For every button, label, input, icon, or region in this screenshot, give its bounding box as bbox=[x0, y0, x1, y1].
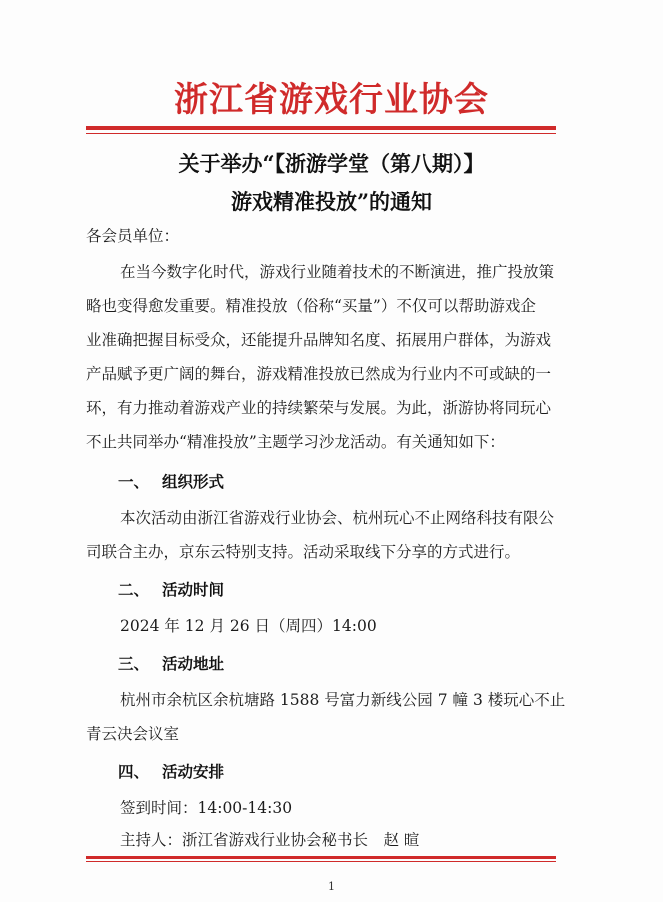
section-line: 青云决会议室 bbox=[86, 725, 180, 743]
section-number: 二、 bbox=[118, 580, 150, 599]
section-title: 活动安排 bbox=[162, 762, 225, 781]
salutation: 各会员单位： bbox=[86, 227, 180, 245]
org-header-title: 浙江省游戏行业协会 bbox=[174, 80, 489, 120]
notice-title-line-2: 游戏精准投放”的通知 bbox=[230, 189, 433, 214]
section-title: 活动地址 bbox=[162, 654, 225, 673]
intro-line: 略也变得愈发重要。精准投放（俗称“买量”）不仅可以帮助游戏企 bbox=[86, 297, 536, 315]
intro-line: 业准确把握目标受众，还能提升品牌知名度、拓展用户群体，为游戏 bbox=[86, 331, 552, 349]
intro-line: 不止共同举办“精准投放”主题学习沙龙活动。有关通知如下： bbox=[86, 433, 505, 451]
section-number: 四、 bbox=[118, 762, 150, 781]
header-divider-thin bbox=[86, 133, 556, 134]
section-heading-address bbox=[118, 654, 224, 674]
section-heading-schedule bbox=[118, 762, 224, 782]
section-line: 司联合主办，京东云特别支持。活动采取线下分享的方式进行。 bbox=[86, 543, 521, 561]
notice-title-line-1: 关于举办“【浙游学堂（第八期）】 bbox=[178, 151, 485, 176]
section-line: 2024 年 12 月 26 日（周四）14:00 bbox=[120, 617, 377, 635]
intro-line: 产品赋予更广阔的舞台，游戏精准投放已然成为行业内不可或缺的一 bbox=[86, 365, 552, 383]
section-title: 组织形式 bbox=[162, 472, 225, 491]
intro-line: 环，有力推动着游戏产业的持续繁荣与发展。为此，浙游协将同玩心 bbox=[86, 399, 552, 417]
section-heading-organization bbox=[118, 472, 224, 492]
intro-line: 在当今数字化时代，游戏行业随着技术的不断演进，推广投放策 bbox=[120, 263, 555, 281]
section-line: 本次活动由浙江省游戏行业协会、杭州玩心不止网络科技有限公 bbox=[120, 509, 555, 527]
section-title: 活动时间 bbox=[162, 580, 225, 599]
section-heading-time bbox=[118, 580, 224, 600]
section-line: 杭州市余杭区余杭塘路 1588 号富力新线公园 7 幢 3 楼玩心不止 bbox=[120, 691, 566, 709]
page-number: 1 bbox=[328, 880, 335, 893]
section-number: 三、 bbox=[118, 654, 150, 673]
section-line: 签到时间：14:00-14:30 bbox=[120, 799, 293, 817]
footer-divider-thin bbox=[86, 861, 556, 862]
footer-divider-thick bbox=[86, 856, 556, 859]
header-divider-thick bbox=[86, 126, 556, 130]
section-number: 一、 bbox=[118, 472, 150, 491]
section-line: 主持人：浙江省游戏行业协会秘书长 赵 暄 bbox=[120, 831, 420, 849]
